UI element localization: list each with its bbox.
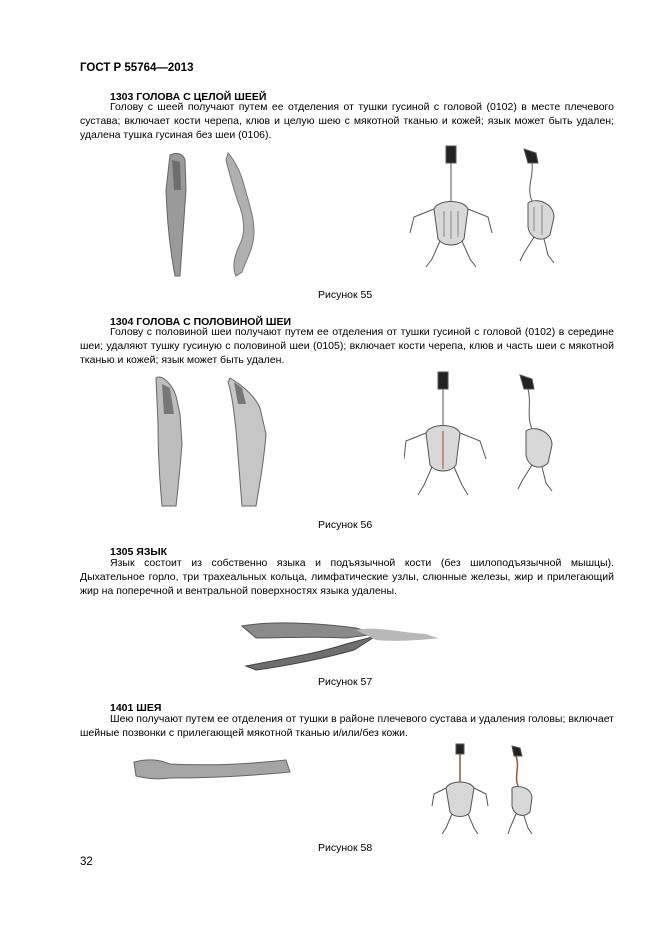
goose-skeleton-front-view xyxy=(432,744,488,834)
section-heading-1305: 1305 ЯЗЫК xyxy=(110,546,168,558)
head-whole-neck-front-image xyxy=(166,153,186,276)
figure-caption-58: Рисунок 58 xyxy=(318,842,373,854)
goose-skeleton-side-view xyxy=(520,149,554,263)
head-whole-neck-side-image xyxy=(226,153,254,276)
section-text-1303: Голову с шеей получают путем ее отделения от тушки гусиной с головой (0102) в месте плечевого сустава; включает кости черепа, клюв и целую шею с мякотной тканью и кожей; язык может быть удален; удалена тушка гусиная без шеи (0106). xyxy=(80,101,614,141)
figure-58-goose-skeleton-diagrams xyxy=(430,740,540,840)
figure-55-goose-skeleton-diagrams xyxy=(404,143,594,273)
document-header: ГОСТ Р 55764—2013 xyxy=(80,62,194,74)
figure-caption-57: Рисунок 57 xyxy=(318,676,373,688)
section-heading-1401: 1401 ШЕЯ xyxy=(110,702,162,714)
head-half-neck-side-image xyxy=(228,378,266,506)
figure-caption-56: Рисунок 56 xyxy=(318,519,373,531)
figure-57-tongue-image xyxy=(236,616,446,672)
goose-skeleton-front-view xyxy=(404,372,486,495)
section-heading-1304: 1304 ГОЛОВА С ПОЛОВИНОЙ ШЕИ xyxy=(110,316,292,328)
figure-caption-55: Рисунок 55 xyxy=(318,289,373,301)
goose-skeleton-front-view xyxy=(410,146,492,267)
section-text-1304: Голову с половиной шеи получают путем ее отделения от тушки гусиной с головой (0102) в середине шеи; удаляют тушку гусиную с половиной шеи (0105); включает кости черепа, клюв и часть шеи с мякотной тканью и кожей; язык может быть удален. xyxy=(80,326,614,366)
figure-56-product-photos xyxy=(150,374,280,514)
section-text-1401: Шею получают путем ее отделения от тушки в районе плечевого сустава и удаления головы; включает шейные позвонки с прилегающей мякотной тканью и/или/без кожи. xyxy=(80,713,614,739)
head-half-neck-front-image xyxy=(156,377,182,506)
page-number: 32 xyxy=(80,856,93,868)
goose-skeleton-side-view xyxy=(518,375,552,491)
figure-56-goose-skeleton-diagrams xyxy=(404,369,594,504)
section-text-1305: Язык состоит из собственно языка и подъязычной кости (без шилоподъязычной мышцы). Дыхательное горло, три трахеальных кольца, лимфатические узлы, слюнные железы, жир и прилегающий жир на поперечной и вентральной поверхностях языка удалены. xyxy=(80,557,614,597)
goose-skeleton-side-view xyxy=(508,746,532,834)
section-heading-1303: 1303 ГОЛОВА С ЦЕЛОЙ ШЕЕЙ xyxy=(110,91,267,103)
figure-58-neck-image xyxy=(130,756,295,786)
figure-55-product-photos xyxy=(150,150,280,285)
